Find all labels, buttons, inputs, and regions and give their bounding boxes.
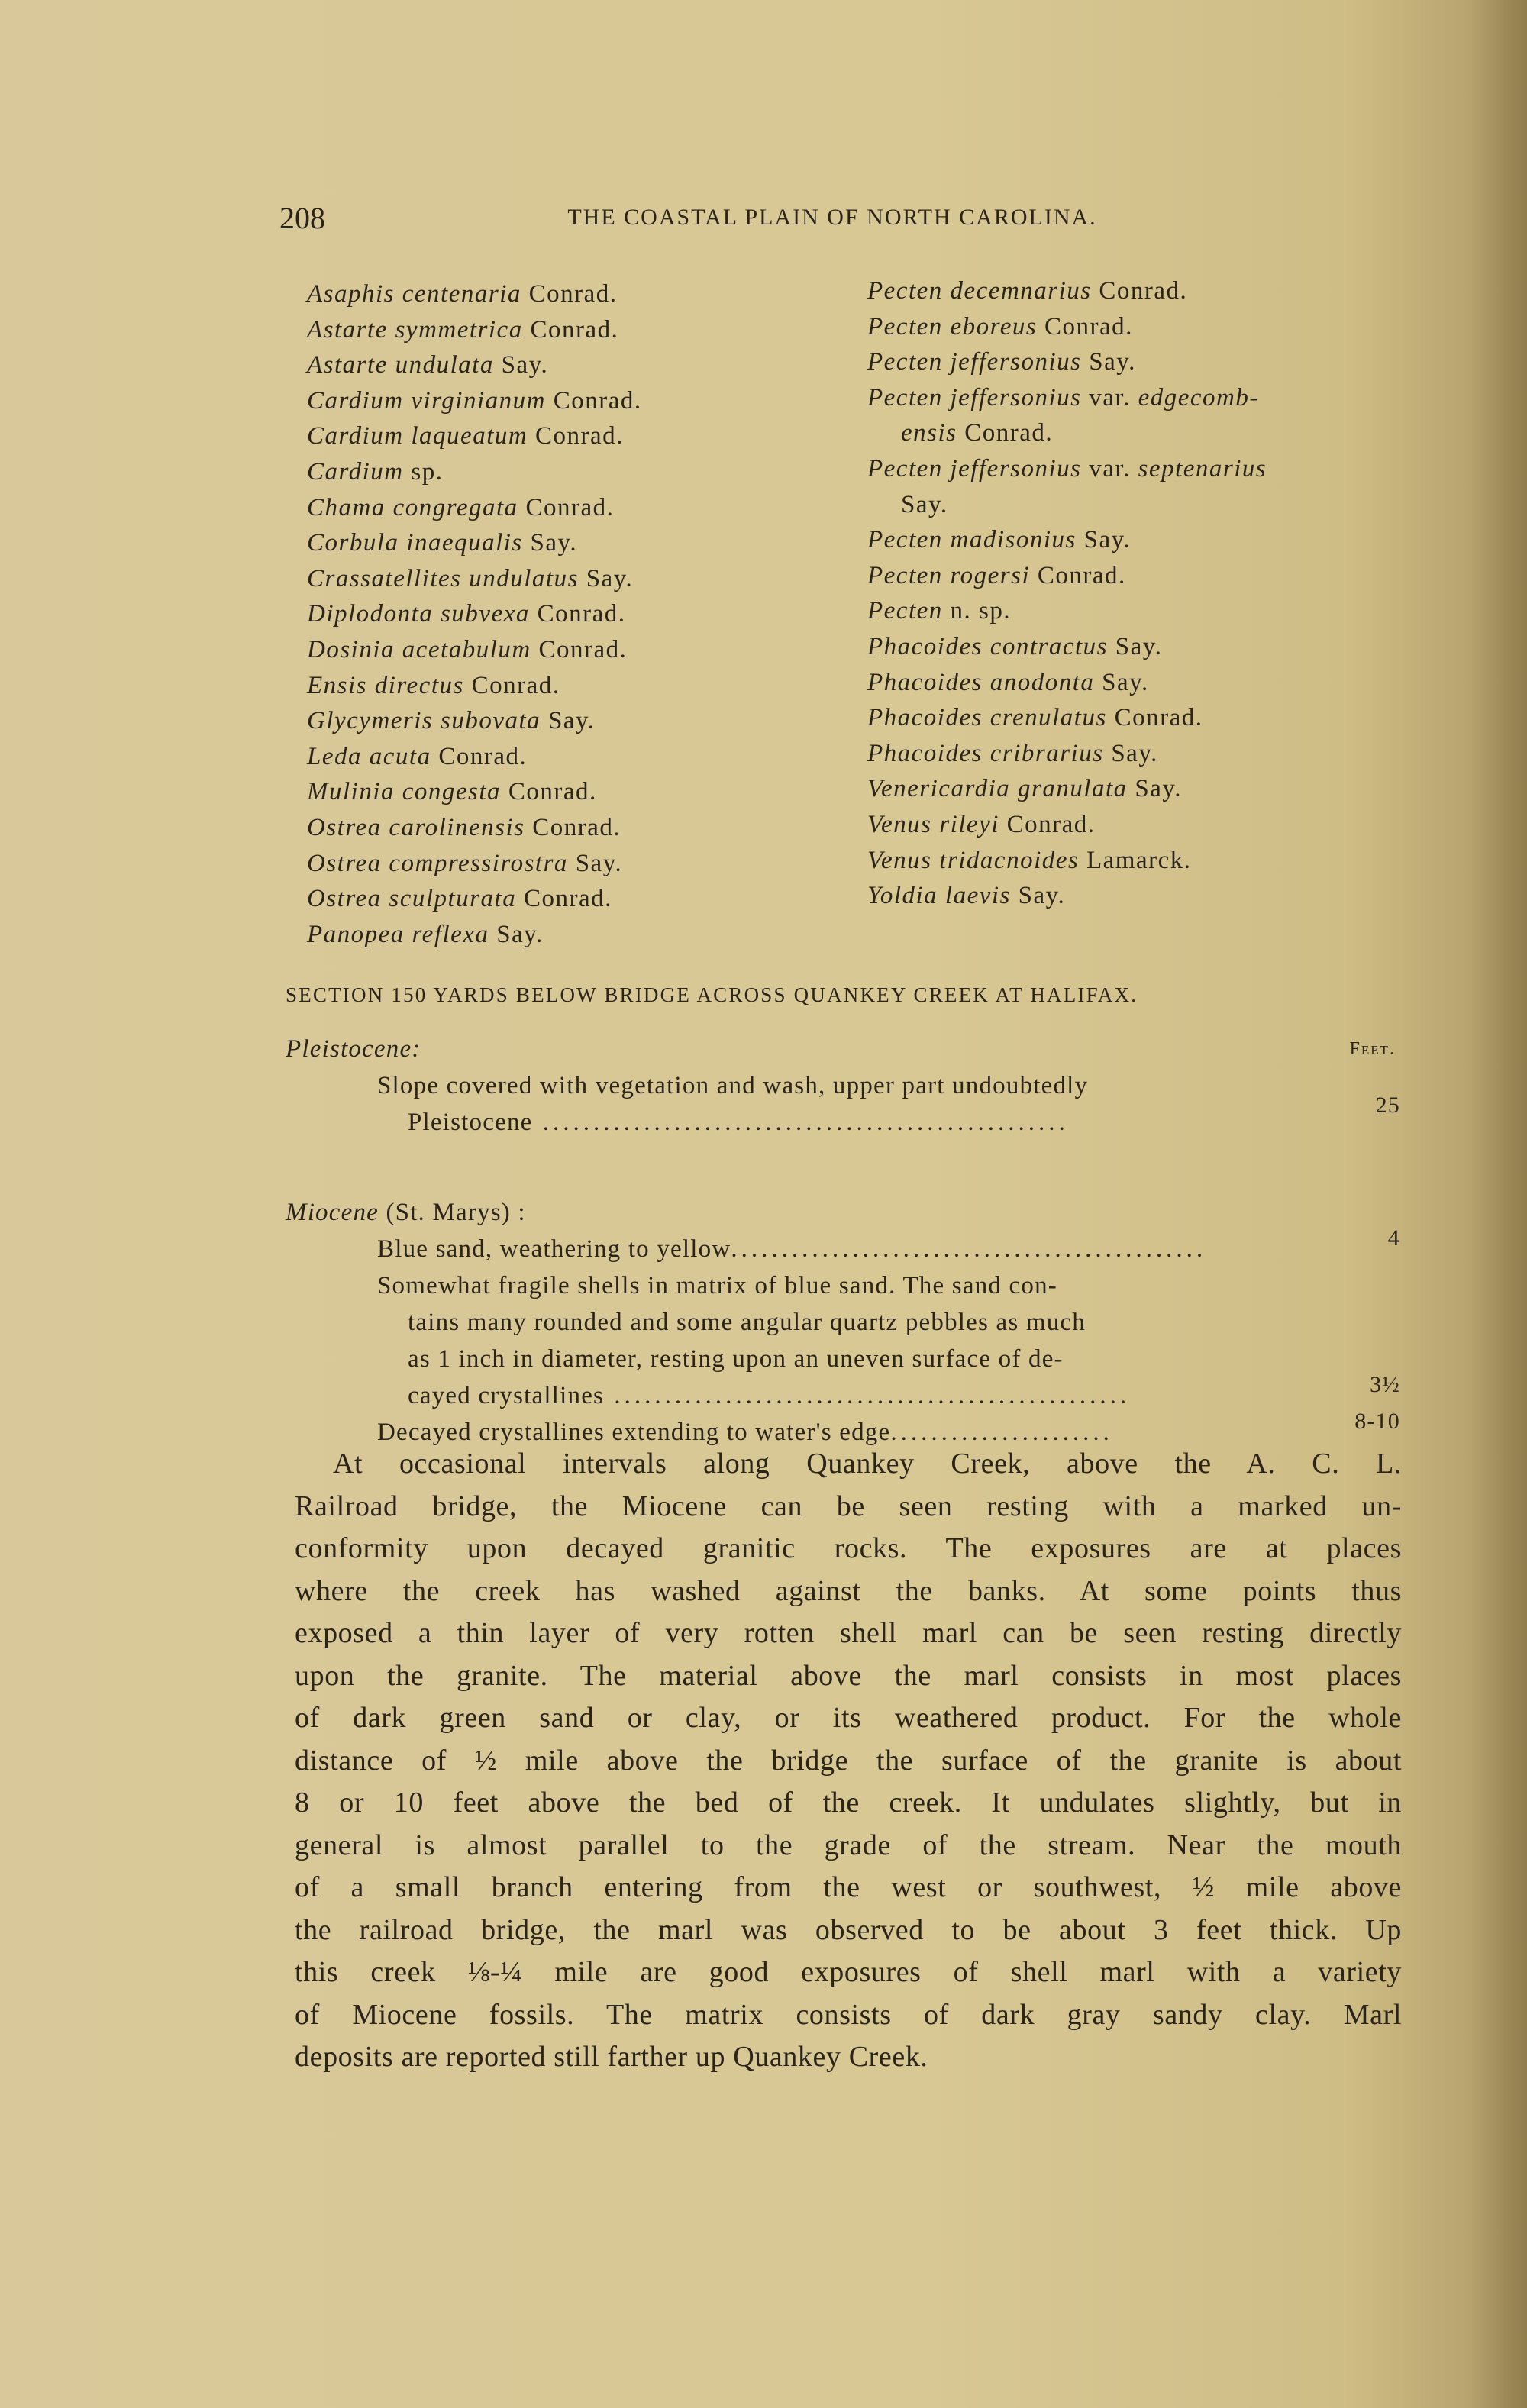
paragraph-line: this creek ⅛-¼ mile are good exposures of shell marl with a variety — [295, 1956, 1402, 1988]
species-entry — [307, 917, 642, 953]
species-entry — [307, 347, 642, 383]
taxon-name: edgecomb- — [1138, 383, 1259, 412]
taxon-authority: Conrad. — [528, 422, 624, 450]
taxon-authority: Say. — [493, 351, 549, 379]
taxon-authority: Conrad. — [525, 813, 621, 841]
taxon-name: ensis — [901, 419, 957, 447]
blue-sand-feet: 4 — [1387, 1225, 1400, 1251]
paragraph-line: exposed a thin layer of very rotten shell marl can be seen resting directly — [295, 1617, 1402, 1649]
taxon-name: Crassatellites undulatus — [307, 564, 579, 592]
miocene-sublabel: (St. Marys) : — [379, 1199, 526, 1226]
paragraph-line: where the creek has washed against the banks. At some points thus — [295, 1574, 1402, 1607]
paragraph-line: deposits are reported still farther up Quankey Creek. — [295, 2041, 928, 2073]
taxon-name: Pecten madisonius — [867, 526, 1077, 554]
blue-sand-desc: Blue sand, weathering to yellow — [377, 1235, 731, 1263]
taxon-authority: Conrad. — [957, 419, 1054, 447]
taxon-name: Phacoides contractus — [867, 632, 1109, 660]
taxon-authority: Say. — [489, 920, 544, 948]
species-entry — [867, 665, 1267, 701]
species-entry — [867, 415, 1267, 451]
species-entry — [867, 878, 1267, 914]
taxon-name: Leda acuta — [307, 742, 431, 770]
shells-feet: 3½ — [1370, 1372, 1400, 1397]
taxon-name: Pecten — [867, 597, 943, 625]
species-entry — [307, 846, 642, 882]
species-entry — [307, 525, 642, 561]
species-entry — [867, 736, 1267, 772]
taxon-authority: Conrad. — [999, 810, 1096, 838]
taxon-authority: Conrad. — [1106, 704, 1203, 732]
pleistocene-desc-cont: Pleistocene — [408, 1109, 533, 1136]
taxon-name: Phacoides cribrarius — [867, 739, 1104, 767]
taxon-authority: Conrad. — [518, 493, 615, 521]
taxon-authority: Lamarck. — [1079, 846, 1192, 874]
species-entry — [307, 418, 642, 454]
species-list-left — [307, 276, 642, 952]
taxon-name: Yoldia laevis — [867, 882, 1011, 910]
taxon-name: Phacoides crenulatus — [867, 704, 1107, 732]
species-entry — [867, 344, 1267, 380]
taxon-authority: Conrad. — [529, 600, 626, 628]
pleistocene-feet: 25 — [1375, 1093, 1400, 1118]
species-entry — [307, 596, 642, 632]
taxon-name: Phacoides anodonta — [867, 668, 1095, 696]
species-entry — [867, 558, 1267, 594]
pleistocene-label: Pleistocene: — [286, 1035, 421, 1063]
miocene-label: Miocene — [286, 1199, 379, 1226]
taxon-name: Pecten jeffersonius — [867, 348, 1082, 376]
species-list-right — [867, 273, 1267, 914]
species-entry — [307, 383, 642, 419]
taxon-name: Diplodonta subvexa — [307, 600, 530, 628]
taxon-name: septenarius — [1138, 454, 1267, 483]
species-entry — [307, 454, 642, 490]
taxon-authority: Say. — [1094, 668, 1149, 696]
taxon-name: Ostrea compressirostra — [307, 849, 568, 877]
shells-desc: cayed crystallines — [408, 1382, 605, 1409]
shells-desc: Somewhat fragile shells in matrix of blue sand. The sand con- — [377, 1272, 1057, 1299]
paragraph-line: Railroad bridge, the Miocene can be seen resting with a marked un- — [295, 1490, 1402, 1522]
paragraph-line: the railroad bridge, the marl was observed to be about 3 feet thick. Up — [295, 1913, 1402, 1946]
feet-column-label: Feet. — [1349, 1039, 1396, 1059]
taxon-authority: Say. — [901, 490, 948, 518]
species-entry — [867, 771, 1267, 807]
species-entry — [307, 703, 642, 739]
taxon-name: Pecten jeffersonius — [867, 454, 1082, 483]
taxon-authority: var. — [1081, 383, 1138, 412]
section-heading: SECTION 150 YARDS BELOW BRIDGE ACROSS QUANKEY CREEK AT HALIFAX. — [286, 983, 1138, 1006]
species-entry — [867, 451, 1267, 487]
taxon-name: Ostrea sculpturata — [307, 885, 517, 913]
paragraph-line: of a small branch entering from the west or southwest, ½ mile above — [295, 1871, 1402, 1903]
taxon-name: Cardium — [307, 457, 404, 486]
species-entry — [307, 312, 642, 348]
taxon-authority: Say. — [1076, 526, 1132, 554]
taxon-authority: Say. — [541, 707, 596, 735]
species-entry — [867, 522, 1267, 558]
taxon-authority: Conrad. — [1091, 277, 1188, 305]
taxon-name: Astarte undulata — [307, 351, 494, 379]
taxon-name: Venus rileyi — [867, 810, 999, 838]
species-entry — [867, 273, 1267, 309]
species-entry — [867, 487, 1267, 523]
taxon-name: Cardium laqueatum — [307, 422, 528, 450]
taxon-authority: Conrad. — [501, 778, 597, 806]
species-entry — [307, 668, 642, 704]
taxon-name: Corbula inaequalis — [307, 529, 523, 557]
paragraph-line: At occasional intervals along Quankey Creek, above the A. C. L. — [333, 1448, 1402, 1480]
paragraph-line: 8 or 10 feet above the bed of the creek. It undulates slightly, but in — [295, 1787, 1402, 1819]
taxon-authority: Conrad. — [431, 742, 528, 770]
shells-desc: as 1 inch in diameter, resting upon an uneven surface of de- — [408, 1345, 1064, 1373]
paragraph-line: of Miocene fossils. The matrix consists of dark gray sandy clay. Marl — [295, 1998, 1402, 2031]
taxon-authority: Say. — [578, 564, 634, 592]
running-head: THE COASTAL PLAIN OF NORTH CAROLINA. — [567, 205, 1097, 230]
species-entry — [307, 632, 642, 668]
species-entry — [867, 593, 1267, 629]
taxon-name: Mulinia congesta — [307, 778, 502, 806]
shells-desc: tains many rounded and some angular quartz pebbles as much — [408, 1309, 1086, 1336]
taxon-authority: Conrad. — [531, 635, 628, 663]
taxon-authority: sp. — [403, 457, 444, 486]
taxon-name: Chama congregata — [307, 493, 518, 521]
species-entry — [867, 380, 1267, 416]
taxon-name: Dosinia acetabulum — [307, 635, 531, 663]
taxon-authority: Conrad. — [521, 280, 618, 308]
taxon-name: Glycymeris subovata — [307, 707, 541, 735]
paragraph-line: upon the granite. The material above the marl consists in most places — [295, 1659, 1402, 1692]
paragraph-line: general is almost parallel to the grade of the stream. Near the mouth — [295, 1829, 1402, 1861]
taxon-authority: Say. — [522, 529, 578, 557]
paragraph-line: distance of ½ mile above the bridge the surface of the granite is about — [295, 1744, 1402, 1777]
species-entry — [867, 700, 1267, 736]
taxon-name: Venericardia granulata — [867, 775, 1128, 803]
taxon-name: Ensis directus — [307, 671, 464, 699]
species-entry — [307, 739, 642, 775]
taxon-authority: Say. — [567, 849, 623, 877]
taxon-name: Pecten rogersi — [867, 561, 1031, 589]
section-table: Pleistocene: Feet. Slope covered with vegetation and wash, upper part undoubtedly Pleistocene .................................................... 25 Miocene (St. Marys) : Blue sand, weathering to yellow............................................... 4 Somewhat fragile shells in matrix of blue sand. The sand con- tains many rounded and some angular quartz pebbles as much as 1 inch in diameter, resting upon an uneven surface of de- cayed crystallines ................................................... 3½ Decayed crystallines extending to water's edge...................... 8-10 — [286, 1031, 1400, 1451]
taxon-name: Panopea reflexa — [307, 920, 489, 948]
taxon-authority: Say. — [1081, 348, 1136, 376]
taxon-authority: Conrad. — [463, 671, 560, 699]
taxon-authority: Conrad. — [1037, 312, 1133, 341]
paragraph-line: of dark green sand or clay, or its weathered product. For the whole — [295, 1702, 1402, 1734]
taxon-authority: Conrad. — [545, 386, 642, 415]
taxon-authority: Say. — [1010, 882, 1066, 910]
taxon-name: Ostrea carolinensis — [307, 813, 525, 841]
paragraph-line: conformity upon decayed granitic rocks. The exposures are at places — [295, 1532, 1402, 1564]
taxon-authority: Say. — [1108, 632, 1163, 660]
page-number: 208 — [279, 201, 325, 235]
decayed-desc: Decayed crystallines extending to water's edge — [377, 1419, 891, 1446]
species-entry — [867, 629, 1267, 665]
taxon-name: Pecten eboreus — [867, 312, 1038, 341]
taxon-authority: Conrad. — [522, 315, 619, 344]
body-paragraph — [295, 1443, 1402, 2079]
pleistocene-desc: Slope covered with vegetation and wash, upper part undoubtedly — [377, 1072, 1089, 1099]
taxon-authority: Say. — [1103, 739, 1158, 767]
taxon-authority: Conrad. — [516, 885, 612, 913]
taxon-authority: Conrad. — [1030, 561, 1126, 589]
species-entry — [307, 276, 642, 312]
taxon-name: Astarte symmetrica — [307, 315, 523, 344]
taxon-name: Asaphis centenaria — [307, 280, 521, 308]
species-entry — [307, 810, 642, 846]
species-entry — [867, 309, 1267, 345]
taxon-authority: Say. — [1127, 775, 1183, 803]
species-entry — [867, 843, 1267, 879]
taxon-name: Pecten jeffersonius — [867, 383, 1082, 412]
decayed-feet: 8-10 — [1354, 1409, 1400, 1434]
taxon-authority: var. — [1081, 454, 1138, 483]
species-entry — [307, 490, 642, 526]
species-entry — [307, 881, 642, 917]
taxon-name: Cardium virginianum — [307, 386, 546, 415]
taxon-name: Venus tridacnoides — [867, 846, 1080, 874]
species-entry — [867, 807, 1267, 843]
species-entry — [307, 561, 642, 597]
taxon-name: Pecten decemnarius — [867, 277, 1092, 305]
species-entry — [307, 774, 642, 810]
taxon-authority: n. sp. — [942, 597, 1012, 625]
